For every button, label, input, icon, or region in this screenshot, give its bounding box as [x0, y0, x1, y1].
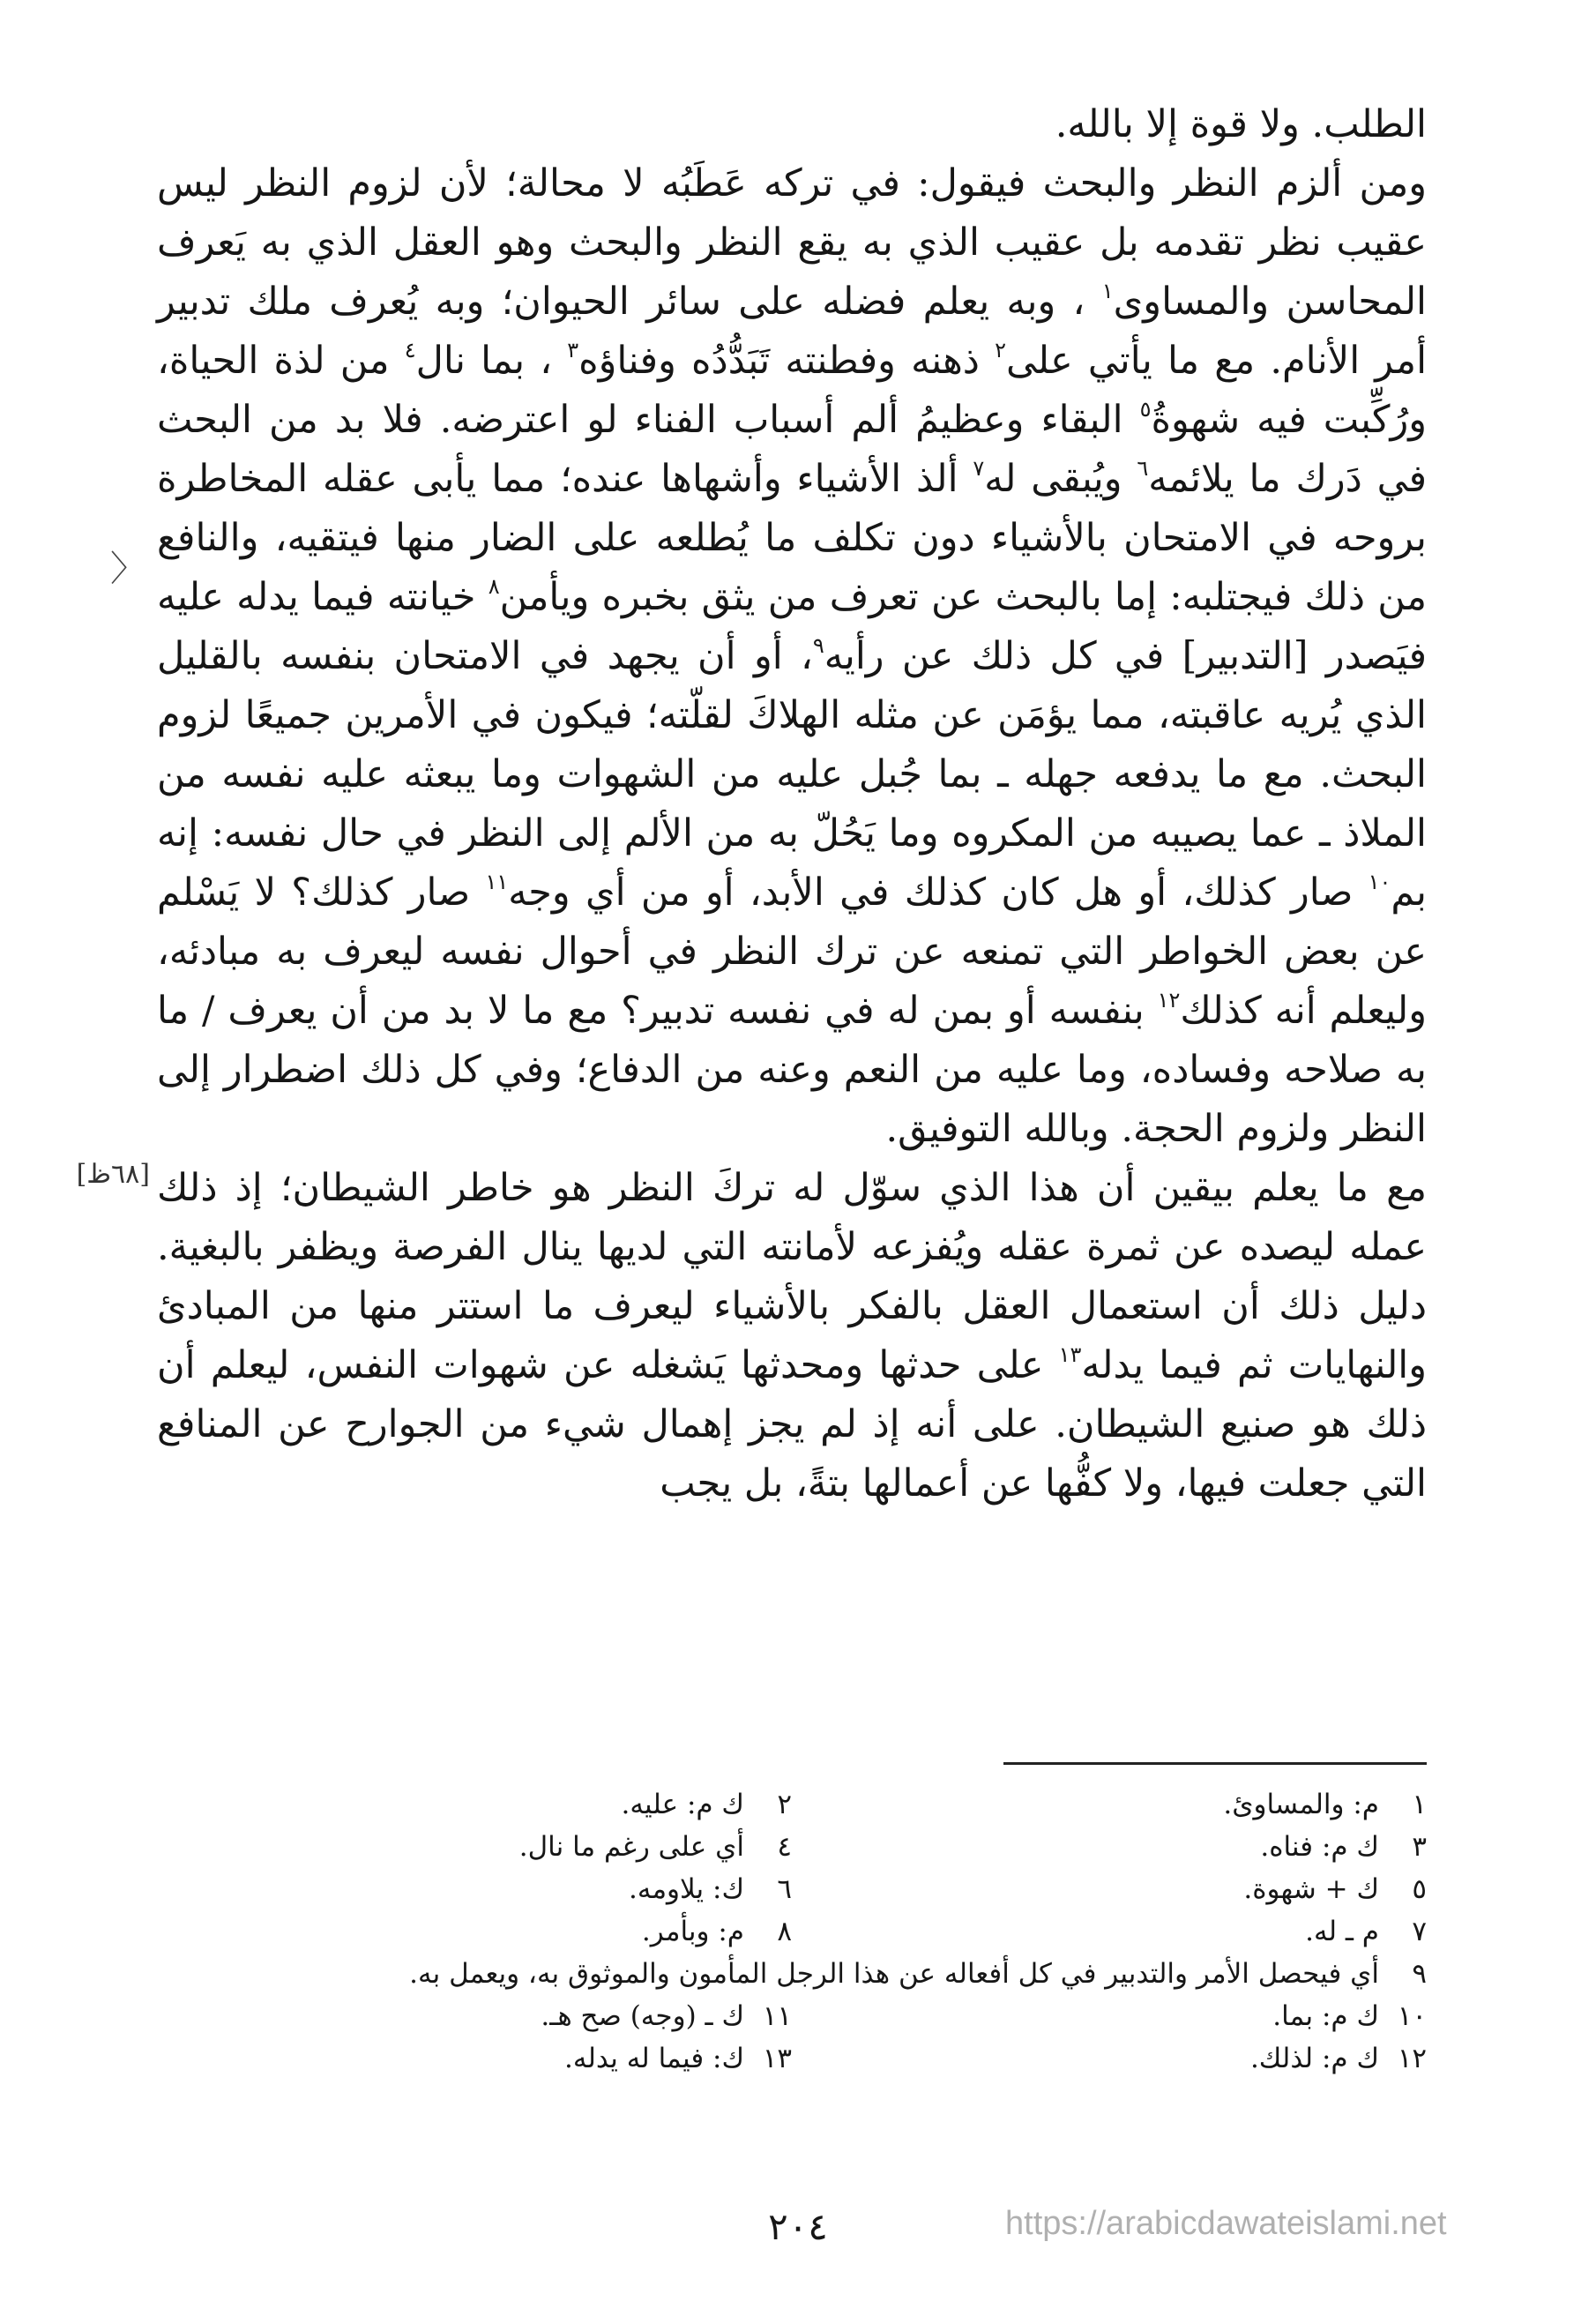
footnote-text: م: وبأمر. [641, 1916, 744, 1947]
paragraph-1-text: الطلب. ولا قوة إلا بالله. [1055, 102, 1427, 146]
text-run: البقاء وعظيمُ ألم أسباب الفناء لو اعترضه. فلا بد من البحث في دَرك ما يلائمه [157, 398, 1427, 501]
footnote-row [157, 1910, 1427, 1953]
footnote [792, 1868, 1427, 1910]
footnote-number: ٣ [1412, 1831, 1427, 1863]
footnote-number: ١١ [762, 2000, 792, 2032]
text-run: ويُبقى له [984, 457, 1122, 501]
paragraph-1 [157, 95, 1427, 154]
footnote-number: ٤ [777, 1831, 792, 1863]
footnote-separator [1003, 1762, 1427, 1765]
footnote [792, 1910, 1427, 1953]
footnote-text: ك م: لذلك. [1249, 2043, 1379, 2074]
paragraph-2 [157, 154, 1427, 1159]
text-run: ، أو أن يجهد في الامتحان بنفسه بالقليل الذي يُريه عاقبته، مما يؤمَن عن مثله الهلاكَ لقلّته؛ فيكون في الأمرين جميعًا لزوم البحث. مع ما يدفعه جهله ـ بما جُبل عليه من الشهوات وما يبعثه عليه نفسه من الملاذ ـ عما يصيبه من المكروه وما يَحُلّ به من الألم إلى النظر في حال نفسه: إنه بم [157, 634, 1428, 915]
footnote-text: ك م: عليه. [621, 1789, 744, 1820]
footnote-number: ١٠ [1397, 2000, 1427, 2032]
footnote-text: ك م: فناه. [1260, 1831, 1379, 1863]
footnote-number: ٢ [777, 1789, 792, 1820]
footnote-ref[interactable]: ٥ [1139, 397, 1152, 422]
text-run: ذهنه وفطنته تَبَدُّدُه وفناؤه [578, 339, 980, 383]
footnote [157, 1995, 792, 2037]
footnote-number: ٨ [777, 1916, 792, 1947]
footnote-number: ١٢ [1397, 2043, 1427, 2074]
footnote-ref[interactable]: ٤ [404, 338, 416, 362]
footnote [157, 1868, 792, 1910]
footnote-ref[interactable]: ٩ [812, 633, 824, 658]
paragraph-3 [157, 1159, 1427, 1513]
footnote-row [157, 1868, 1427, 1910]
footnote-ref[interactable]: ٦ [1137, 456, 1149, 481]
footnote-text: م: والمساوئ. [1223, 1789, 1379, 1820]
footnote [157, 1910, 792, 1953]
footnote-text: ك: فيما له يدله. [564, 2043, 744, 2074]
footnote-text: ك: يلاومه. [628, 1873, 744, 1905]
footnote [792, 1995, 1427, 2037]
text-run: صار كذلك، أو هل كان كذلك في الأبد، أو من أي وجه [508, 871, 1354, 915]
footnote-ref[interactable]: ١ [1101, 279, 1114, 303]
footnote-row [157, 1783, 1427, 1826]
footnote-row [157, 1995, 1427, 2037]
footnotes [157, 1783, 1427, 2080]
text-run: خيانته فيما يدله عليه فيَصدر [التدبير] في كل ذلك عن رأيه [157, 575, 1427, 678]
footnote-ref[interactable]: ١٢ [1157, 988, 1181, 1013]
footnote-ref[interactable]: ١١ [485, 870, 509, 894]
watermark-url[interactable]: https://arabicdawateislami.net [1005, 2205, 1447, 2242]
text-run: ومن ألزم النظر والبحث فيقول: في تركه عَطَبُه لا محالة؛ لأن لزوم النظر ليس عقيب نظر تقدمه بل عقيب الذي به يقع النظر والبحث وهو العقل الذي به يَعرف المحاسن والمساوى [157, 161, 1428, 324]
footnote-ref[interactable]: ٧ [973, 456, 985, 481]
text-run: مع ما يعلم بيقين أن هذا الذي سوّل له تركَ النظر هو خاطر الشيطان؛ إذ ذلك عمله ليصده عن ثمرة عقله ويُفزعه لأمانته التي لديها ينال الفرصة ويظفر بالبغية. دليل ذلك أن استعمال العقل بالفكر بالأشياء ليعرف ما استتر منها من المبادئ والنهايات ثم فيما يدله [157, 1166, 1428, 1387]
footnote [157, 1826, 792, 1868]
footnote-text: أي فيحصل الأمر والتدبير في كل أفعاله عن هذا الرجل المأمون والموثوق به، ويعمل به. [409, 1958, 1379, 1990]
main-text [157, 95, 1427, 1513]
footnote [792, 2037, 1427, 2080]
footnote-number: ٧ [1412, 1916, 1427, 1947]
footnote [157, 1953, 1427, 1995]
footnote-number: ٦ [777, 1873, 792, 1905]
folio-marker: [٦٨ظ] [76, 1159, 150, 1190]
footnote-ref[interactable]: ١٣ [1058, 1342, 1082, 1367]
text-run: بنفسه أو بمن له في نفسه تدبير؟ مع ما لا بد من أن يعرف / ما به صلاحه وفساده، وما عليه من النعم وعنه من الدفاع؛ وفي كل ذلك اضطرار إلى النظر ولزوم الحجة. وبالله التوفيق. [157, 989, 1427, 1151]
footnote-row [157, 1826, 1427, 1868]
footnote-ref[interactable]: ١٠ [1368, 870, 1391, 894]
footnote [792, 1826, 1427, 1868]
footnote-text: ك م: بما. [1272, 2000, 1379, 2032]
footnote-number: ١ [1412, 1789, 1427, 1820]
footnote-ref[interactable]: ٨ [488, 574, 500, 599]
footnote-number: ٥ [1412, 1873, 1427, 1905]
footnote [157, 2037, 792, 2080]
text-run: على حدثها ومحدثها يَشغله عن شهوات النفس، ليعلم أن ذلك هو صنيع الشيطان. على أنه إذ لم يجز إهمال شيء من الجوارح عن المنافع التي جعلت فيها، ولا كفُّها عن أعمالها بتةً، بل يجب [157, 1343, 1427, 1506]
footnote [792, 1783, 1427, 1826]
footnote-text: م ـ له. [1305, 1916, 1379, 1947]
page-number: ٢٠٤ [768, 2205, 828, 2248]
text-run: صار كذلك؟ لا يَسْلم عن بعض الخواطر التي تمنعه عن ترك النظر في أحوال نفسه ليعرف به مبادئه، وليعلم أنه كذلك [157, 871, 1427, 1033]
text-run: ، بما نال [415, 339, 553, 383]
text-run: من لذة الحياة، ورُكِّبت فيه شهوةُ [157, 339, 1428, 442]
footnote-text: ك + شهوة. [1243, 1873, 1379, 1905]
footnote-row [157, 2037, 1427, 2080]
footnote-number: ١٣ [762, 2043, 792, 2074]
footnote-row [157, 1953, 1427, 1995]
footnote-number: ٩ [1412, 1958, 1427, 1990]
text-run: ، وبه يعلم فضله على سائر الحيوان؛ وبه يُعرف ملك تدبير أمر الأنام. مع ما يأتي على [157, 280, 1428, 383]
margin-mark: 〉 [110, 549, 145, 589]
footnote [157, 1783, 792, 1826]
footnote-text: أي على رغم ما نال. [518, 1831, 744, 1863]
footnote-ref[interactable]: ٣ [567, 338, 579, 362]
footnote-ref[interactable]: ٢ [995, 338, 1007, 362]
footnote-text: ك ـ (وجه) صح هـ. [541, 2000, 744, 2032]
text-run: ألذ الأشياء وأشهاها عنده؛ مما يأبى عقله المخاطرة بروحه في الامتحان بالأشياء دون تكلف ما يُطلعه على الضار منها فيتقيه، والنافع من ذلك فيجتلبه: إما بالبحث عن تعرف من يثق بخبره ويأمن [157, 457, 1427, 619]
